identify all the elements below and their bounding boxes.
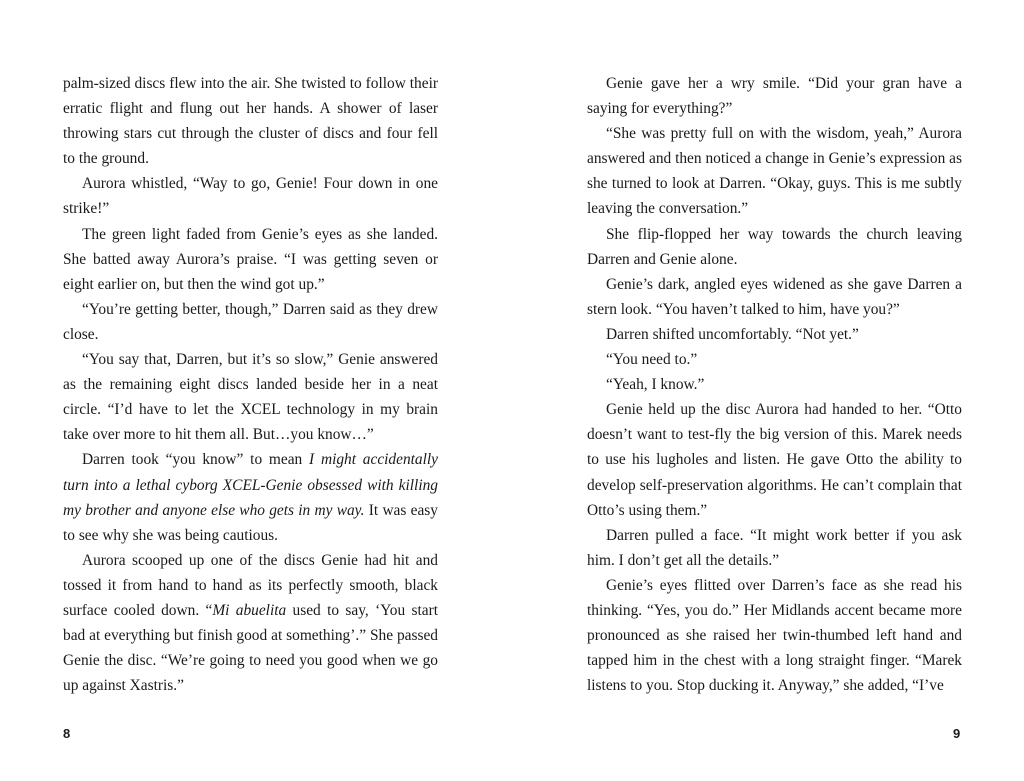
right-page-number: 9 <box>953 726 961 741</box>
text: It was easy to see why she was being cautious. <box>63 501 438 544</box>
text: “You’re getting better, though,” Darren said as they drew close. <box>63 300 438 343</box>
paragraph <box>587 347 962 372</box>
text: “You say that, Darren, but it’s so slow,” Genie answered as the remaining eight discs landed beside her in a neat circle. “I’d have to let the XCEL technology in my brain take over more to hit them all. But…you know…” <box>63 351 438 444</box>
paragraph <box>63 171 438 221</box>
paragraph <box>63 222 438 297</box>
paragraph <box>63 71 438 171</box>
paragraph <box>587 372 962 397</box>
left-page-text <box>63 71 438 698</box>
paragraph <box>587 573 962 698</box>
text: “You need to.” <box>606 351 698 369</box>
left-page-number: 8 <box>63 726 71 741</box>
text: The green light faded from Genie’s eyes as she landed. She batted away Aurora’s praise. “I was getting seven or eight earlier on, but then the wind got up.” <box>63 225 438 293</box>
paragraph <box>587 523 962 573</box>
text: Darren pulled a face. “It might work better if you ask him. I don’t get all the details.” <box>587 526 962 569</box>
paragraph <box>587 71 962 121</box>
paragraph <box>63 548 438 699</box>
paragraph <box>63 447 438 547</box>
paragraph <box>587 397 962 522</box>
text: Genie’s eyes flitted over Darren’s face as she read his thinking. “Yes, you do.” Her Midlands accent became more pronounced as she raised her twin-thumbed left hand and tapped him in the chest with a long straight finger. “Marek listens to you. Stop ducking it. Anyway,” she added, “I’ve <box>587 576 962 695</box>
text: Genie’s dark, angled eyes widened as she gave Darren a stern look. “You haven’t talked to him, have you?” <box>587 275 962 318</box>
italic-text: I might accidentally turn into a lethal cyborg XCEL-Genie obsessed with killing my brother and anyone else who gets in my way. <box>63 451 439 519</box>
text: Aurora whistled, “Way to go, Genie! Four down in one strike!” <box>63 175 438 218</box>
right-page-text <box>587 71 962 698</box>
text: Darren shifted uncomfortably. “Not yet.” <box>606 325 859 343</box>
text: Genie gave her a wry smile. “Did your gran have a saying for everything?” <box>587 75 962 118</box>
text: Darren took “you know” to mean <box>82 451 310 469</box>
paragraph <box>63 297 438 347</box>
paragraph <box>587 322 962 347</box>
text: Genie held up the disc Aurora had handed to her. “Otto doesn’t want to test-fly the big version of this. Marek needs to use his lugholes and listen. He gave Otto the ability to develop self-preservation algorithms. He can’t complain that Otto’s using them.” <box>587 401 962 519</box>
text: “Yeah, I know.” <box>606 376 705 394</box>
text: She flip-flopped her way towards the church leaving Darren and Genie alone. <box>587 225 962 268</box>
paragraph <box>587 272 962 322</box>
text: used to say, ‘You start bad at everything but finish good at something’.” She passed Genie the disc. “We’re going to need you good when we go up against Xastris.” <box>63 601 438 695</box>
right-page <box>512 0 1024 781</box>
paragraph <box>587 121 962 221</box>
text: palm-sized discs flew into the air. She twisted to follow their erratic flight and flung out her hands. A shower of laser throwing stars cut through the cluster of discs and four fell to the ground. <box>63 75 438 168</box>
text: “She was pretty full on with the wisdom, yeah,” Aurora answered and then noticed a change in Genie’s expression as she turned to look at Darren. “Okay, guys. This is me subtly leaving the conversation.” <box>587 125 962 218</box>
paragraph <box>587 222 962 272</box>
italic-text: Mi abuelita <box>212 601 287 619</box>
paragraph <box>63 347 438 447</box>
text: Aurora scooped up one of the discs Genie had hit and tossed it from hand to hand as its perfectly smooth, black surface cooled down. “ <box>63 551 438 619</box>
